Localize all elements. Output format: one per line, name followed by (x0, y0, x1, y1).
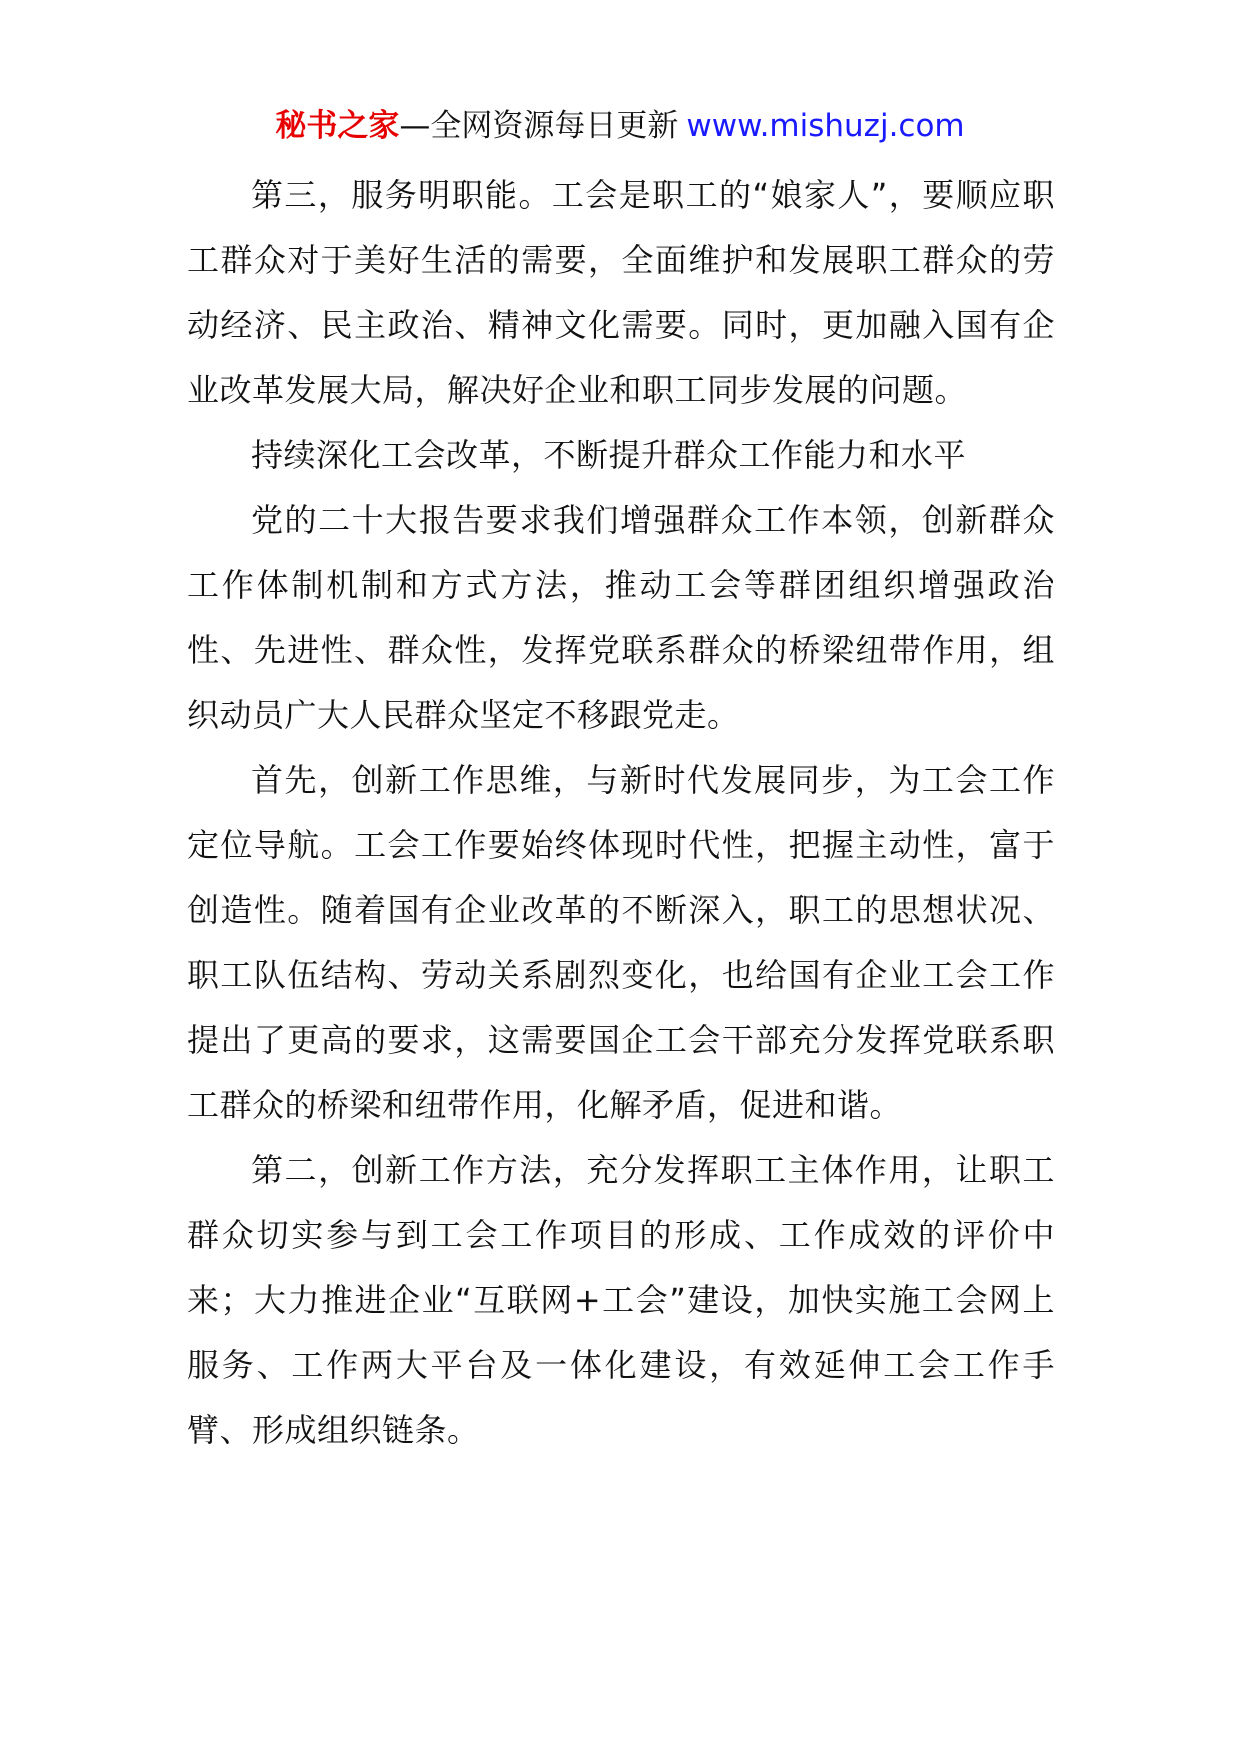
header-url-link[interactable]: www.mishuzj.com (686, 108, 965, 144)
paragraph-second-method: 第二，创新工作方法，充分发挥职工主体作用，让职工群众切实参与到工会工作项目的形成、工作成效的评价中来；大力推进企业“互联网+工会”建设，加快实施工会网上服务、工作两大平台及一体化建设，有效延伸工会工作手臂、形成组织链条。 (187, 1151, 1055, 1449)
header-brand: 秘书之家 (275, 108, 400, 144)
paragraph-party-report: 党的二十大报告要求我们增强群众工作本领，创新群众工作体制机制和方式方法，推动工会等群团组织增强政治性、先进性、群众性，发挥党联系群众的桥梁纽带作用，组织动员广大人民群众坚定不移跟党走。 (187, 501, 1055, 734)
section-heading: 持续深化工会改革，不断提升群众工作能力和水平 (251, 436, 967, 474)
paragraph-first-thinking: 首先，创新工作思维，与新时代发展同步，为工会工作定位导航。工会工作要始终体现时代性，把握主动性，富于创造性。随着国有企业改革的不断深入，职工的思想状况、职工队伍结构、劳动关系剧烈变化，也给国有企业工会工作提出了更高的要求，这需要国企工会干部充分发挥党联系职工群众的桥梁和纽带作用，化解矛盾，促进和谐。 (187, 761, 1055, 1124)
page-header (0, 104, 1240, 148)
header-slogan: —全网资源每日更新 (399, 108, 679, 144)
paragraph-third-service: 第三，服务明职能。工会是职工的“娘家人”，要顺应职工群众对于美好生活的需要，全面维护和发展职工群众的劳动经济、民主政治、精神文化需要。同时，更加融入国有企业改革发展大局，解决好企业和职工同步发展的问题。 (187, 176, 1055, 409)
document-body (187, 163, 1055, 1463)
